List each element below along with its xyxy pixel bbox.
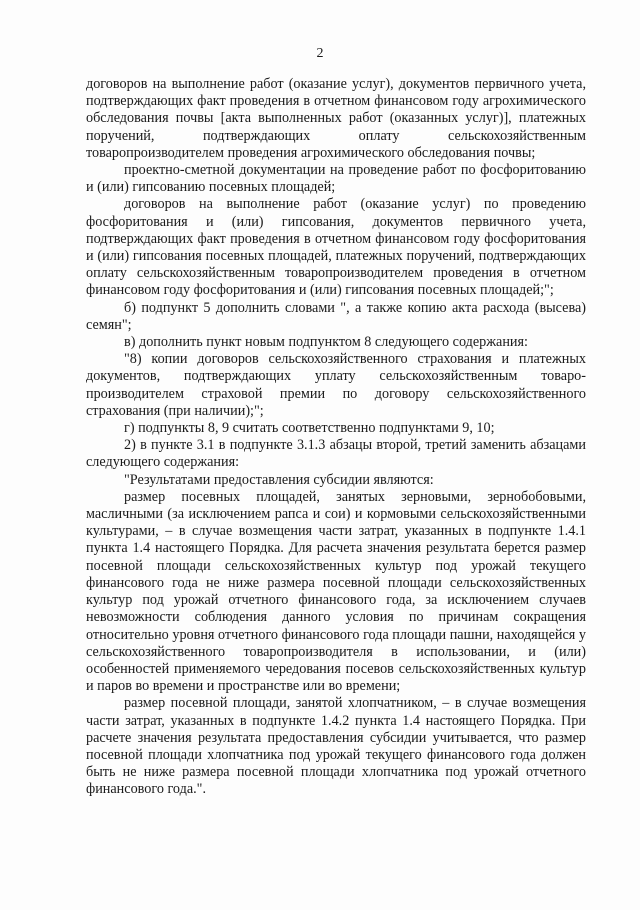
paragraph-new-subpoint-8: "8) копии договоров сельскохозяйственного страхования и платежных документов, подтверждающих уплату сельскохозяйственным товаропроизводителем страховой премии по договору сельскохозяйственного страхования (при наличии);";	[86, 351, 586, 419]
paragraph-subpoint-g: г) подпункты 8, 9 считать соответственно подпунктами 9, 10;	[124, 420, 495, 437]
page-number: 2	[316, 46, 324, 61]
paragraph-point-2: 2) в пункте 3.1 в подпункте 3.1.3 абзацы второй, третий заменить абзацами следующего содержания:	[86, 437, 586, 471]
paragraph-results-cotton: размер посевной площади, занятой хлопчатником, – в случае возмещения части затрат, указанных в подпункте 1.4.2 пункта 1.4 настоящего Порядка. При расчете значения результата предоставления субсидии учитывается, что размер посевной площади хлопчатника под урожай текущего финансового года должен быть не ниже размера посевной площади хлопчатника под урожай отчетного финансового года.".	[86, 695, 586, 798]
document-body	[86, 76, 586, 799]
paragraph-design-documentation: проектно-сметной документации на проведение работ по фосфоритованию и (или) гипсованию посевных площадей;	[86, 162, 586, 196]
paragraph-subpoint-b: б) подпункт 5 дополнить словами ", а также копию акта расхода (высева) семян";	[86, 299, 586, 333]
paragraph-results-sown-area: размер посевных площадей, занятых зерновыми, зернобобовыми, масличными (за исключением рапса и сои) и кормовыми сельскохозяйственными культурами, – в случае возмещения части затрат, указанных в подпункте 1.4.1 пункта 1.4 настоящего Порядка. Для расчета значения результата берется размер посевной площади сельскохозяйственных культур под урожай текущего финансового года не ниже размера посевной площади сельскохозяйственных культур под урожай отчетного финансового года, за исключением случаев невозможности соблюдения данного условия по причинам сокращения относительно уровня отчетного финансового года площади пашни, находящейся у сельскохозяйственного товаропроизводителя в использовании, и (или) особенностей применяемого чередования посевов сельскохозяйственных культур и паров во времени и пространстве или во времени;	[86, 488, 586, 695]
paragraph-results-heading: "Результатами предоставления субсидии являются:	[124, 471, 434, 488]
paragraph-contracts-agrochemical: договоров на выполнение работ (оказание услуг), документов первичного учета, подтверждающих факт проведения в отчетном финансовом году агрохимического обследования почвы [акта выполненных работ (оказанных услуг)], платежных поручений, подтверждающих оплату сельскохозяйственным товаропроизводителем проведения агрохимического обследования почвы;	[86, 76, 586, 161]
paragraph-subpoint-v: в) дополнить пункт новым подпунктом 8 следующего содержания:	[124, 334, 528, 351]
paragraph-contracts-phosphoritization: договоров на выполнение работ (оказание услуг) по проведению фосфоритования и (или) гипсования, документов первичного учета, подтверждающих факт проведения в отчетном финансовом году фосфоритования и (или) гипсования посевных площадей, платежных поручений, подтверждающих оплату сельскохозяйственным товаропроизводителем проведения в отчетном финансовом году фосфоритования и (или) гипсования посевных площадей;";	[86, 196, 586, 299]
